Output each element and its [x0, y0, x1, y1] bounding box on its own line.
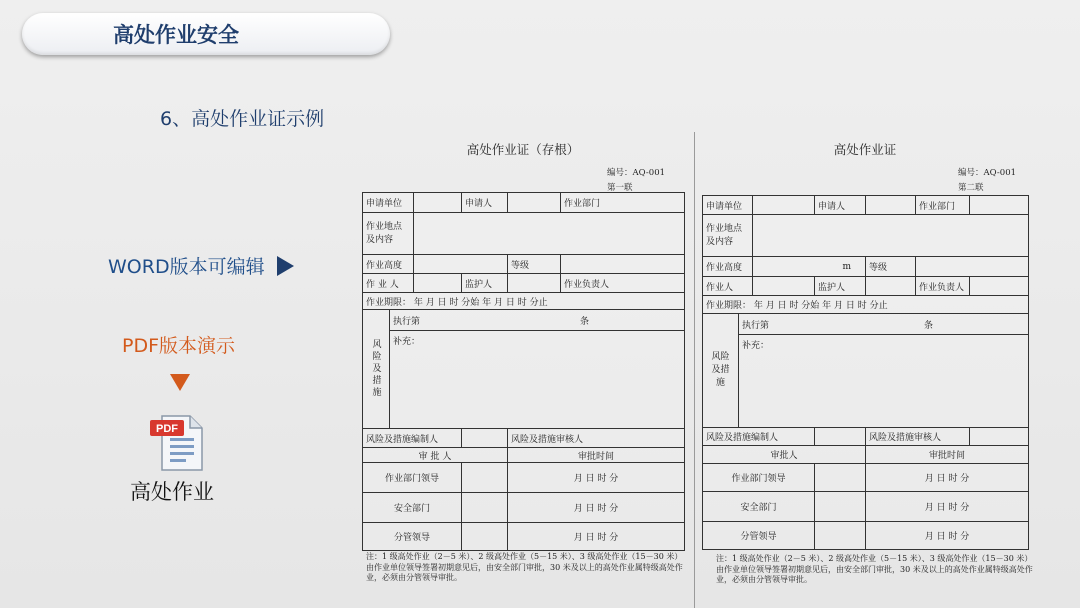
dept-leader-label: 作业部门领导 [703, 464, 815, 492]
apply-unit-label: 申请单位 [703, 196, 753, 215]
word-version-label [108, 252, 294, 279]
work-dept-field[interactable] [970, 196, 1029, 215]
applicant-field[interactable] [508, 193, 561, 213]
pdf-icon-text: PDF [156, 423, 178, 435]
approver-header: 审 批 人 [363, 448, 508, 463]
guardian-field[interactable] [866, 277, 916, 296]
section-heading: 6、高处作业证示例 [160, 108, 325, 130]
manager-sign[interactable] [815, 522, 866, 550]
approver-header: 审批人 [703, 446, 866, 464]
dept-leader-sign[interactable] [462, 463, 508, 493]
form-title: 高处作业证（存根） [466, 142, 580, 157]
guardian-label: 监护人 [815, 277, 866, 296]
period-row: 作业期限： 年 月 日 时 分始 年 月 日 时 分止 [703, 296, 1029, 314]
risk-writer-field[interactable] [462, 429, 508, 448]
execute-label: 执行第 [742, 320, 770, 331]
safety-dept-label: 安全部门 [363, 493, 462, 523]
permit-form-copy [702, 136, 1033, 608]
risk-label: 风险及措施 [703, 314, 739, 428]
guardian-label: 监护人 [462, 274, 508, 293]
form-note: 注：1 级高处作业（2－5 米）、2 级高处作业（5－15 米）、3 级高处作业（15－30 米）由作业单位领导签署初期意见后，由安全部门审批，30 米及以上的高处作业属特级高处作业，必须由分管领导审批。 [716, 554, 1033, 584]
dept-leader-time[interactable]: 月 日 时 分 [508, 463, 685, 493]
word-version-text: WORD版本可编辑 [108, 256, 265, 278]
height-label: 作业高度 [363, 255, 414, 274]
form-copy-number: 第二联 [958, 183, 984, 193]
safety-dept-sign[interactable] [815, 492, 866, 522]
risk-reviewer-field[interactable] [970, 428, 1029, 446]
worker-label: 作 业 人 [363, 274, 414, 293]
form-divider [694, 132, 695, 608]
pdf-version-label: PDF版本演示 [122, 335, 236, 357]
dept-leader-label: 作业部门领导 [363, 463, 462, 493]
applicant-field[interactable] [866, 196, 916, 215]
safety-dept-sign[interactable] [462, 493, 508, 523]
location-label: 作业地点及内容 [703, 215, 753, 257]
permit-table [702, 195, 1029, 550]
manager-sign[interactable] [462, 523, 508, 551]
clause-label: 条 [580, 316, 590, 327]
grade-field[interactable] [916, 257, 1029, 277]
clause-label: 条 [924, 320, 934, 331]
work-dept-label: 作业部门 [561, 193, 685, 213]
dept-leader-sign[interactable] [815, 464, 866, 492]
down-arrow-icon [170, 374, 190, 391]
safety-dept-time[interactable]: 月 日 时 分 [508, 493, 685, 523]
slide-title-banner [22, 13, 390, 55]
permit-form-stub [362, 136, 684, 608]
form-code: 编号：AQ-001 [607, 168, 666, 178]
work-leader-label: 作业负责人 [561, 274, 685, 293]
form-copy-number: 第一联 [607, 183, 633, 193]
risk-reviewer-label: 风险及措施审核人 [508, 429, 685, 448]
dept-leader-time[interactable]: 月 日 时 分 [866, 464, 1029, 492]
worker-field[interactable] [414, 274, 462, 293]
applicant-label: 申请人 [462, 193, 508, 213]
worker-field[interactable] [753, 277, 815, 296]
risk-reviewer-label: 风险及措施审核人 [866, 428, 970, 446]
location-field[interactable] [753, 215, 1029, 257]
execute-row[interactable] [739, 314, 1029, 335]
guardian-field[interactable] [508, 274, 561, 293]
work-dept-label: 作业部门 [916, 196, 970, 215]
manager-time[interactable]: 月 日 时 分 [508, 523, 685, 551]
form-note: 注：1 级高处作业（2－5 米）、2 级高处作业（5－15 米）、3 级高处作业（15－30 米）由作业单位领导签署初期意见后，由安全部门审批，30 米及以上的高处作业属特级高处作业，必须由分管领导审批。 [366, 552, 683, 582]
manager-time[interactable]: 月 日 时 分 [866, 522, 1029, 550]
risk-writer-label: 风险及措施编制人 [363, 429, 462, 448]
execute-row[interactable] [390, 310, 685, 331]
grade-label: 等级 [508, 255, 561, 274]
permit-table [362, 192, 685, 551]
execute-label: 执行第 [393, 316, 421, 327]
apply-unit-field[interactable] [414, 193, 462, 213]
risk-writer-label: 风险及措施编制人 [703, 428, 815, 446]
risk-writer-field[interactable] [815, 428, 866, 446]
pdf-file-caption: 高处作业 [130, 480, 214, 504]
height-unit[interactable] [414, 255, 508, 274]
height-unit[interactable]: m [753, 257, 866, 277]
form-title: 高处作业证 [833, 142, 897, 157]
apply-unit-field[interactable] [753, 196, 815, 215]
play-arrow-icon [277, 256, 294, 276]
work-leader-label: 作业负责人 [916, 277, 970, 296]
form-code: 编号：AQ-001 [958, 168, 1017, 178]
pdf-file-icon[interactable] [148, 414, 206, 472]
slide-title: 高处作业安全 [113, 23, 239, 47]
manager-label: 分管领导 [363, 523, 462, 551]
height-label: 作业高度 [703, 257, 753, 277]
period-row: 作业期限： 年 月 日 时 分始 年 月 日 时 分止 [363, 293, 685, 310]
risk-label: 风险及措施 [363, 310, 390, 429]
approve-time-header: 审批时间 [508, 448, 685, 463]
supplement-field[interactable]: 补充： [739, 335, 1029, 428]
safety-dept-label: 安全部门 [703, 492, 815, 522]
worker-label: 作业人 [703, 277, 753, 296]
supplement-field[interactable]: 补充： [390, 331, 685, 429]
location-field[interactable] [414, 213, 685, 255]
apply-unit-label: 申请单位 [363, 193, 414, 213]
location-label: 作业地点及内容 [363, 213, 414, 255]
manager-label: 分管领导 [703, 522, 815, 550]
grade-field[interactable] [561, 255, 685, 274]
safety-dept-time[interactable]: 月 日 时 分 [866, 492, 1029, 522]
approve-time-header: 审批时间 [866, 446, 1029, 464]
applicant-label: 申请人 [815, 196, 866, 215]
grade-label: 等级 [866, 257, 916, 277]
work-leader-field[interactable] [970, 277, 1029, 296]
